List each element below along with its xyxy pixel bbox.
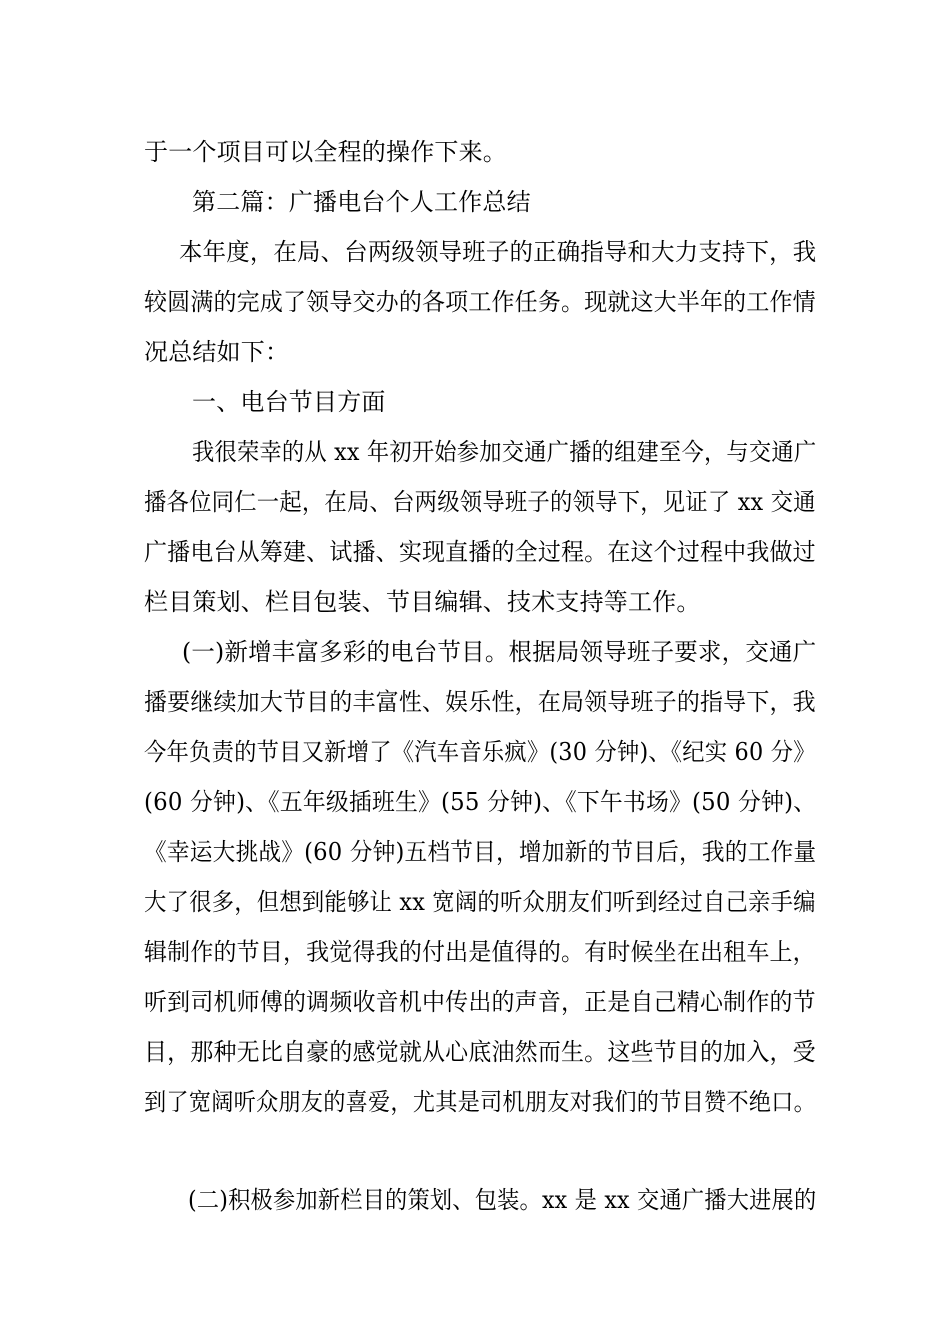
text-line: 《幸运大挑战》(60 分钟)五档节目，增加新的节目后，我的工作量	[144, 838, 817, 866]
text-line: 本年度，在局、台两级领导班子的正确指导和大力支持下，我	[179, 238, 817, 266]
text-line: 今年负责的节目又新增了《汽车音乐疯》(30 分钟)、《纪实 60 分》	[144, 738, 816, 766]
text-line: 大了很多，但想到能够让 xx 宽阔的听众朋友们听到经过自己亲手编	[144, 888, 816, 916]
text-line: 辑制作的节目，我觉得我的付出是值得的。有时候坐在出租车上，	[144, 938, 816, 966]
text-line: 听到司机师傅的调频收音机中传出的声音，正是自己精心制作的节	[144, 988, 816, 1016]
text-line: (一)新增丰富多彩的电台节目。根据局领导班子要求，交通广	[182, 638, 817, 666]
text-line: 较圆满的完成了领导交办的各项工作任务。现就这大半年的工作情	[144, 288, 816, 316]
text-line: 播各位同仁一起，在局、台两级领导班子的领导下，见证了 xx 交通	[144, 488, 816, 516]
text-line: 我很荣幸的从 xx 年初开始参加交通广播的组建至今，与交通广	[192, 438, 817, 466]
text-line: 播要继续加大节目的丰富性、娱乐性，在局领导班子的指导下，我	[144, 688, 816, 716]
text-line: 广播电台从筹建、试播、实现直播的全过程。在这个过程中我做过	[144, 538, 816, 566]
text-line: 目，那种无比自豪的感觉就从心底油然而生。这些节目的加入，受	[144, 1038, 816, 1066]
text-line: 到了宽阔听众朋友的喜爱，尤其是司机朋友对我们的节目赞不绝口。	[144, 1088, 816, 1116]
text-line: 栏目策划、栏目包装、节目编辑、技术支持等工作。	[144, 588, 701, 616]
subsection-heading: 一、电台节目方面	[192, 388, 386, 416]
section-heading: 第二篇：广播电台个人工作总结	[192, 188, 531, 216]
text-line: 于一个项目可以全程的操作下来。	[144, 138, 507, 166]
text-line: (60 分钟)、《五年级插班生》(55 分钟)、《下午书场》(50 分钟)、	[144, 788, 817, 816]
text-line: 况总结如下：	[144, 338, 290, 366]
text-line: (二)积极参加新栏目的策划、包装。xx 是 xx 交通广播大进展的	[188, 1186, 817, 1214]
